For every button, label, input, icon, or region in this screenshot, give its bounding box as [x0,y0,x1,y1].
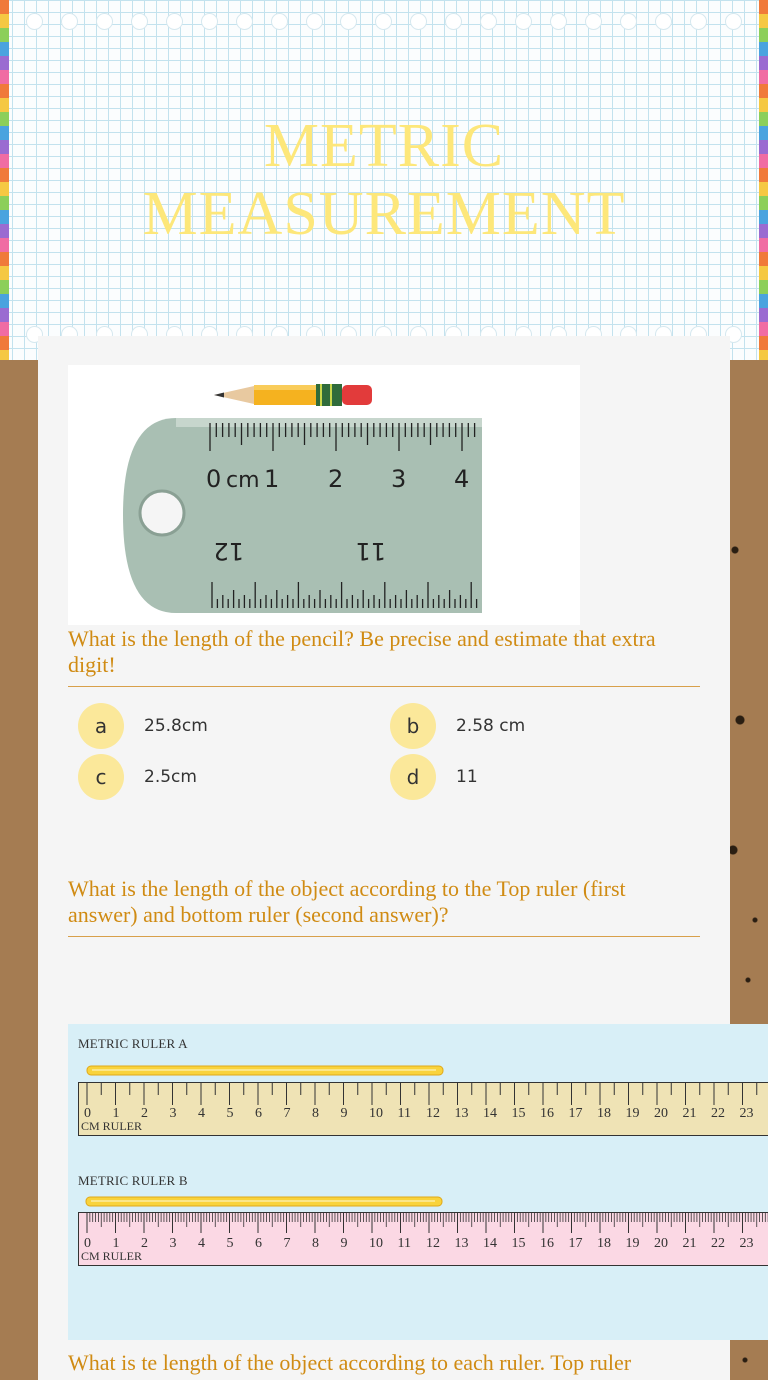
ruler-number: 22 [711,1236,725,1251]
punch-hole [236,13,253,30]
ruler-label-11: 11 [355,537,386,565]
question-1-text: What is the length of the pencil? Be precise and estimate that extra digit! [68,626,656,677]
header-banner [0,0,768,360]
ruler-number: 3 [169,1236,177,1251]
punch-hole [585,13,602,30]
ruler-number: 20 [654,1106,668,1121]
ruler-number: 23 [739,1236,754,1251]
option-b-text: 2.58 cm [456,716,526,736]
punch-hole [655,13,672,30]
ruler-number: 12 [426,1106,440,1121]
ruler-number: 10 [369,1106,383,1121]
ruler-number: 1 [112,1106,120,1121]
pencil-ruler-illustration [68,365,580,625]
option-d-text: 11 [456,767,478,787]
punch-hole [480,13,497,30]
ruler-number: 13 [454,1236,469,1251]
punch-hole [410,13,427,30]
ruler-label-0: 0 [206,465,222,493]
punch-hole [725,13,742,30]
ruler-number: 18 [597,1106,611,1121]
ruler-number: 15 [511,1236,526,1251]
punch-holes-top [26,13,742,31]
ruler-number: 17 [568,1236,583,1251]
ruler-number: 0 [84,1106,91,1121]
option-a-text: 25.8cm [144,716,208,736]
question-3 [68,1350,700,1376]
option-c-badge: c [78,754,124,800]
question-2 [68,876,700,937]
ruler-number: 6 [255,1106,262,1121]
option-d-badge: d [390,754,436,800]
ruler-number: 20 [654,1236,668,1251]
punch-hole [375,13,392,30]
ruler-number: 10 [369,1236,383,1251]
ruler-label-2: 2 [328,465,344,493]
option-b[interactable] [390,703,525,749]
question-divider [68,686,700,687]
ruler-number: 3 [169,1106,177,1121]
metric-ruler-b [78,1212,768,1266]
ruler-number: 11 [397,1236,411,1251]
ruler-number: 9 [340,1236,348,1251]
ruler-label-cm: cm [226,468,260,493]
ruler-number: 16 [540,1236,554,1251]
option-b-badge: b [390,703,436,749]
punch-hole [271,13,288,30]
question-2-text: What is the length of the object according to the Top ruler (first answer) and bottom ruler (second answer)? [68,876,626,927]
ruler-number: 0 [84,1236,91,1251]
punch-hole [515,13,532,30]
punch-hole [445,13,462,30]
punch-hole [550,13,567,30]
ruler-number: 21 [682,1106,697,1121]
ruler-b-label: METRIC RULER B [78,1173,188,1188]
ruler-number: 22 [711,1106,725,1121]
metric-ruler-a [78,1082,768,1136]
ruler-number: 4 [198,1236,205,1251]
worksheet-card [38,336,754,1380]
metal-ruler-icon [123,418,482,613]
ruler-number: 5 [226,1106,234,1121]
option-c[interactable] [78,754,197,800]
ruler-number: 5 [226,1236,234,1251]
punch-hole [340,13,357,30]
question-3-text: What is te length of the object according to each ruler. Top ruler [68,1350,632,1375]
ruler-a-caption: CM RULER [81,1119,143,1133]
option-d[interactable] [390,754,478,800]
ruler-number: 13 [454,1106,469,1121]
ruler-number: 11 [397,1106,411,1121]
ruler-label-12: 12 [213,537,244,565]
punch-hole [306,13,323,30]
ruler-number: 7 [283,1106,291,1121]
ruler-number: 21 [682,1236,697,1251]
option-c-text: 2.5cm [144,767,197,787]
ruler-number: 7 [283,1236,291,1251]
ruler-number: 18 [597,1236,611,1251]
ruler-number: 1 [112,1236,120,1251]
page-title: METRIC MEASUREMENT [142,112,626,248]
ruler-number: 14 [483,1236,497,1251]
punch-hole [201,13,218,30]
punch-hole [690,13,707,30]
ruler-number: 4 [198,1106,205,1121]
punch-hole [26,13,43,30]
punch-hole [61,13,78,30]
ruler-panel [68,1024,768,1340]
ruler-a-marks [79,1083,768,1135]
ruler-label-3: 3 [391,465,407,493]
punch-hole [96,13,113,30]
ruler-number: 14 [483,1106,497,1121]
punch-hole [620,13,637,30]
ruler-b-caption: CM RULER [81,1249,143,1263]
ruler-a-label: METRIC RULER A [78,1036,188,1051]
object-a-icon [86,1064,446,1078]
question-1 [68,626,700,687]
ruler-number: 17 [568,1106,583,1121]
ruler-number: 19 [625,1106,640,1121]
ruler-number: 9 [340,1106,348,1121]
pencil-icon [214,384,372,406]
ruler-b-marks [79,1213,768,1265]
ruler-number: 2 [141,1236,148,1251]
pencil-ruler-image [68,365,580,625]
option-a[interactable] [78,703,208,749]
ruler-number: 8 [312,1236,319,1251]
ruler-number: 8 [312,1106,319,1121]
option-a-badge: a [78,703,124,749]
ruler-label-1: 1 [264,465,280,493]
punch-hole [166,13,183,30]
ruler-label-4: 4 [454,465,470,493]
ruler-number: 6 [255,1236,262,1251]
object-b-icon [85,1195,445,1209]
punch-hole [131,13,148,30]
ruler-number: 2 [141,1106,148,1121]
ruler-number: 23 [739,1106,754,1121]
ruler-number: 12 [426,1236,440,1251]
ruler-number: 16 [540,1106,554,1121]
ruler-number: 15 [511,1106,526,1121]
question-divider [68,936,700,937]
ruler-number: 19 [625,1236,640,1251]
